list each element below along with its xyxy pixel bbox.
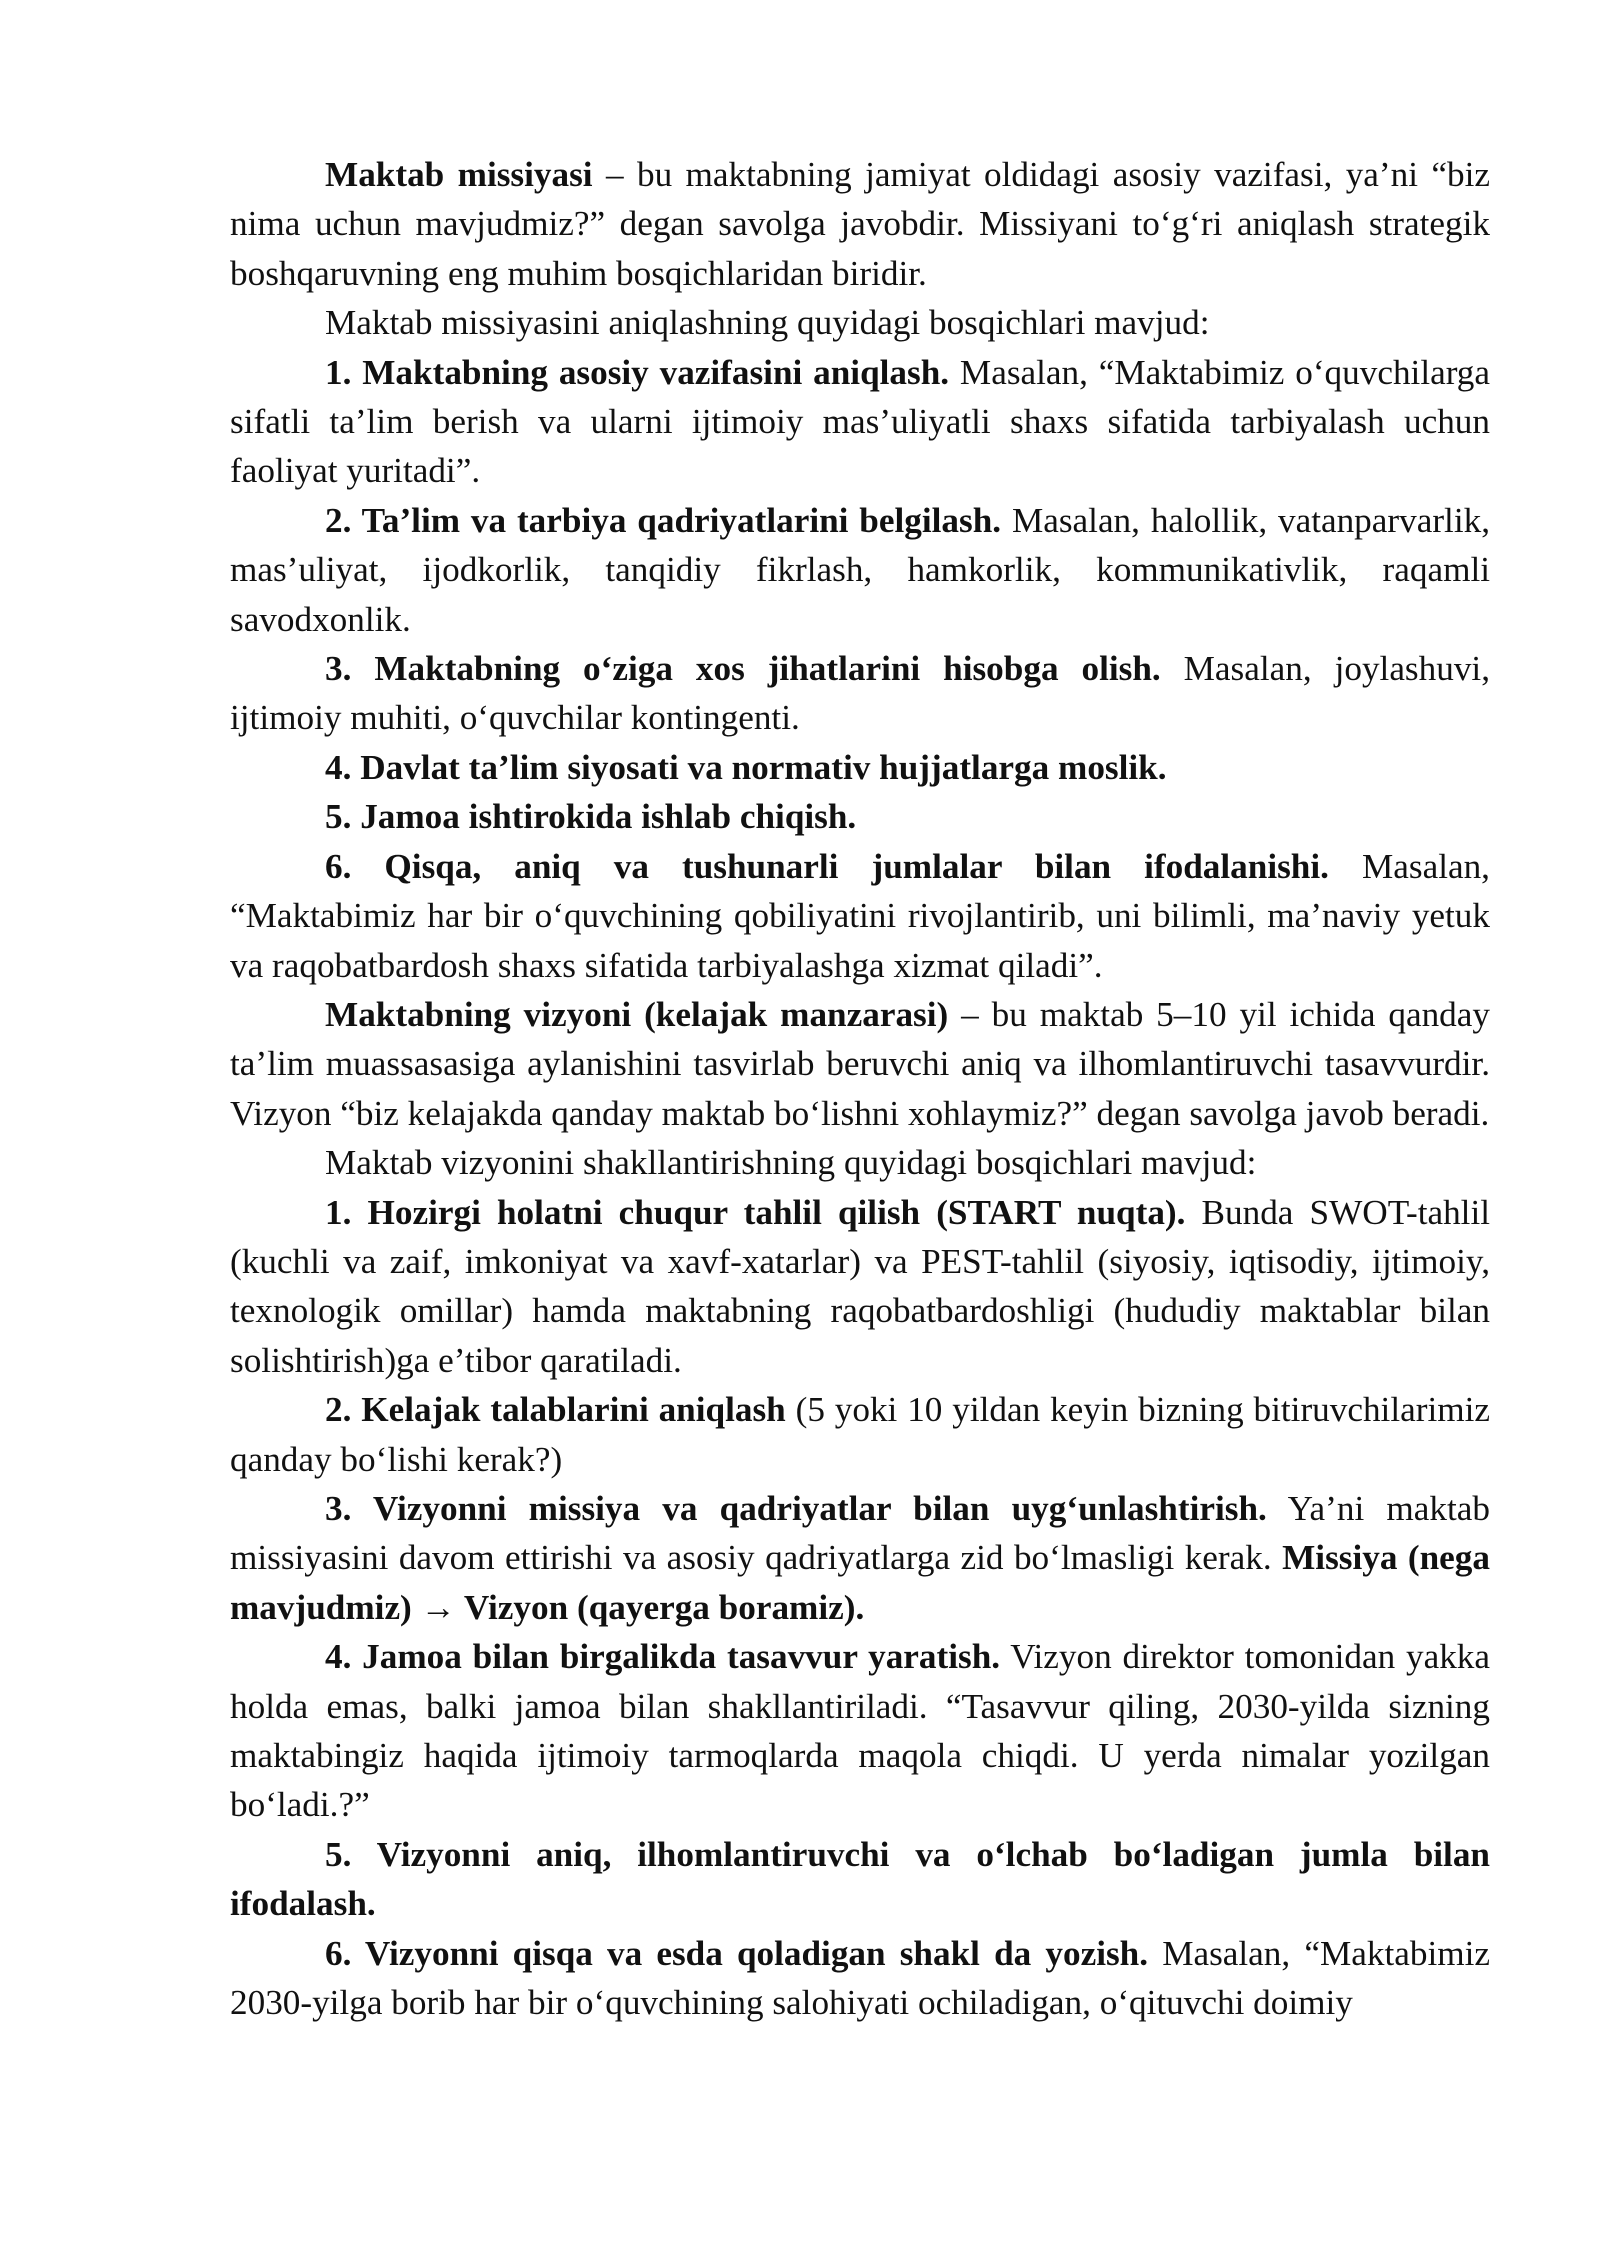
paragraph-text: – bu maktab 5–10 yil ichida qanday ta’lim muassasasiga aylanishini tasvirlab beruvchi aniq va ilhomlantiruvchi tasavvurdir. Vizyon “biz kelajakda qanday maktab bo‘lishni xohlaymiz?” degan savolga javob beradi. xyxy=(230,994,1490,1133)
mission-step-3 xyxy=(230,644,1490,743)
paragraph-bold: Maktab missiyasi xyxy=(325,155,593,194)
document-page xyxy=(230,150,1490,2027)
mission-step-2 xyxy=(230,496,1490,644)
vision-step-4 xyxy=(230,1632,1490,1830)
paragraph-text: Masalan, “Maktabimiz o‘quvchilarga sifatli ta’lim berish va ularni ijtimoiy mas’uliyatli shaxs sifatida tarbiyalash uchun faoliyat yuritadi”. xyxy=(230,352,1491,491)
mission-step-6 xyxy=(230,842,1490,990)
paragraph-text: Maktab missiyasini aniqlashning quyidagi bosqichlari mavjud: xyxy=(325,303,1210,343)
paragraph-mission-steps-intro xyxy=(230,298,1490,347)
paragraph-text: Vizyon direktor tomonidan yakka holda emas, balki jamoa bilan shakllantiriladi. “Tasavvur qiling, 2030-yilda sizning maktabingiz haqida ijtimoiy tarmoqlarda maqola chiqdi. U yerda nimalar yozilgan bo‘ladi.?” xyxy=(230,1637,1491,1825)
vision-step-3 xyxy=(230,1484,1490,1632)
paragraph-bold: 2. Kelajak talablarini aniqlash xyxy=(325,1390,786,1430)
mission-step-1 xyxy=(230,348,1490,496)
paragraph-text: Masalan, halollik, vatanparvarlik, mas’uliyat, ijodkorlik, tanqidiy fikrlash, hamkorlik, kommunikativlik, raqamli savodxonlik. xyxy=(230,500,1490,639)
paragraph-text: Bunda SWOT-tahlil (kuchli va zaif, imkoniyat va xavf-xatarlar) va PEST-tahlil (siyosiy, iqtisodiy, ijtimoiy, texnologik omillar) hamda maktabning raqobatbardoshligi (hududiy maktablar bilan solishtirish)ga e’tibor qaratiladi. xyxy=(230,1192,1491,1380)
paragraph-vision-definition xyxy=(230,990,1490,1138)
paragraph-text: (5 yoki 10 yildan keyin bizning bitiruvchilarimiz qanday bo‘lishi kerak?) xyxy=(230,1390,1490,1479)
paragraph-bold: 3. Vizyonni missiya va qadriyatlar bilan uyg‘unlashtirish. xyxy=(325,1488,1267,1528)
paragraph-mission-definition xyxy=(230,150,1490,298)
paragraph-bold: 3. Maktabning o‘ziga xos jihatlarini hisobga olish. xyxy=(325,649,1161,689)
paragraph-bold: 6. Vizyonni qisqa va esda qoladigan shakl da yozish. xyxy=(325,1933,1149,1973)
paragraph-bold: 5. Vizyonni aniq, ilhomlantiruvchi va o‘lchab bo‘ladigan jumla bilan ifodalash. xyxy=(230,1834,1490,1924)
paragraph-bold: Maktabning vizyoni (kelajak manzarasi) xyxy=(325,994,949,1034)
paragraph-bold: 4. Davlat ta’lim siyosati va normativ hujjatlarga moslik. xyxy=(325,747,1167,787)
paragraph-text: Ya’ni maktab missiyasini davom ettirishi va asosiy qadriyatlarga zid bo‘lmasligi kerak. xyxy=(230,1488,1490,1578)
paragraph-bold: 1. Hozirgi holatni chuqur tahlil qilish (START nuqta). xyxy=(325,1192,1186,1232)
vision-step-2 xyxy=(230,1385,1490,1484)
vision-step-1 xyxy=(230,1188,1490,1386)
vision-step-5 xyxy=(230,1830,1490,1929)
vision-step-6 xyxy=(230,1929,1490,2028)
paragraph-text: – bu maktabning jamiyat oldidagi asosiy vazifasi, ya’ni “biz nima uchun mavjudmiz?” degan savolga javobdir. Missiyani to‘g‘ri aniqlash strategik boshqaruvning eng muhim bosqichlaridan biridir. xyxy=(230,155,1491,293)
paragraph-text: Masalan, joylashuvi, ijtimoiy muhiti, o‘quvchilar kontingenti. xyxy=(230,649,1490,738)
paragraph-vision-steps-intro xyxy=(230,1138,1490,1187)
mission-step-4 xyxy=(230,743,1490,792)
mission-step-5 xyxy=(230,792,1490,841)
paragraph-bold: 6. Qisqa, aniq va tushunarli jumlalar bilan ifodalanishi. xyxy=(325,846,1329,886)
paragraph-bold: 1. Maktabning asosiy vazifasini aniqlash. xyxy=(325,352,950,392)
paragraph-bold-emphasis: Missiya (nega mavjudmiz) → Vizyon (qayerga boramiz). xyxy=(230,1538,1490,1627)
paragraph-bold: 2. Ta’lim va tarbiya qadriyatlarini belgilash. xyxy=(325,500,1002,540)
paragraph-text: Masalan, “Maktabimiz 2030-yilga borib har bir o‘quvchining salohiyati ochiladigan, o‘qituvchi doimiy xyxy=(230,1933,1490,2023)
paragraph-bold: 5. Jamoa ishtirokida ishlab chiqish. xyxy=(325,797,857,837)
paragraph-bold: 4. Jamoa bilan birgalikda tasavvur yaratish. xyxy=(325,1637,1001,1677)
paragraph-text: Masalan, “Maktabimiz har bir o‘quvchining qobiliyatini rivojlantirib, uni bilimli, ma’naviy yetuk va raqobatbardosh shaxs sifatida tarbiyalashga xizmat qiladi”. xyxy=(230,846,1490,985)
paragraph-text: Maktab vizyonini shakllantirishning quyidagi bosqichlari mavjud: xyxy=(325,1143,1257,1183)
